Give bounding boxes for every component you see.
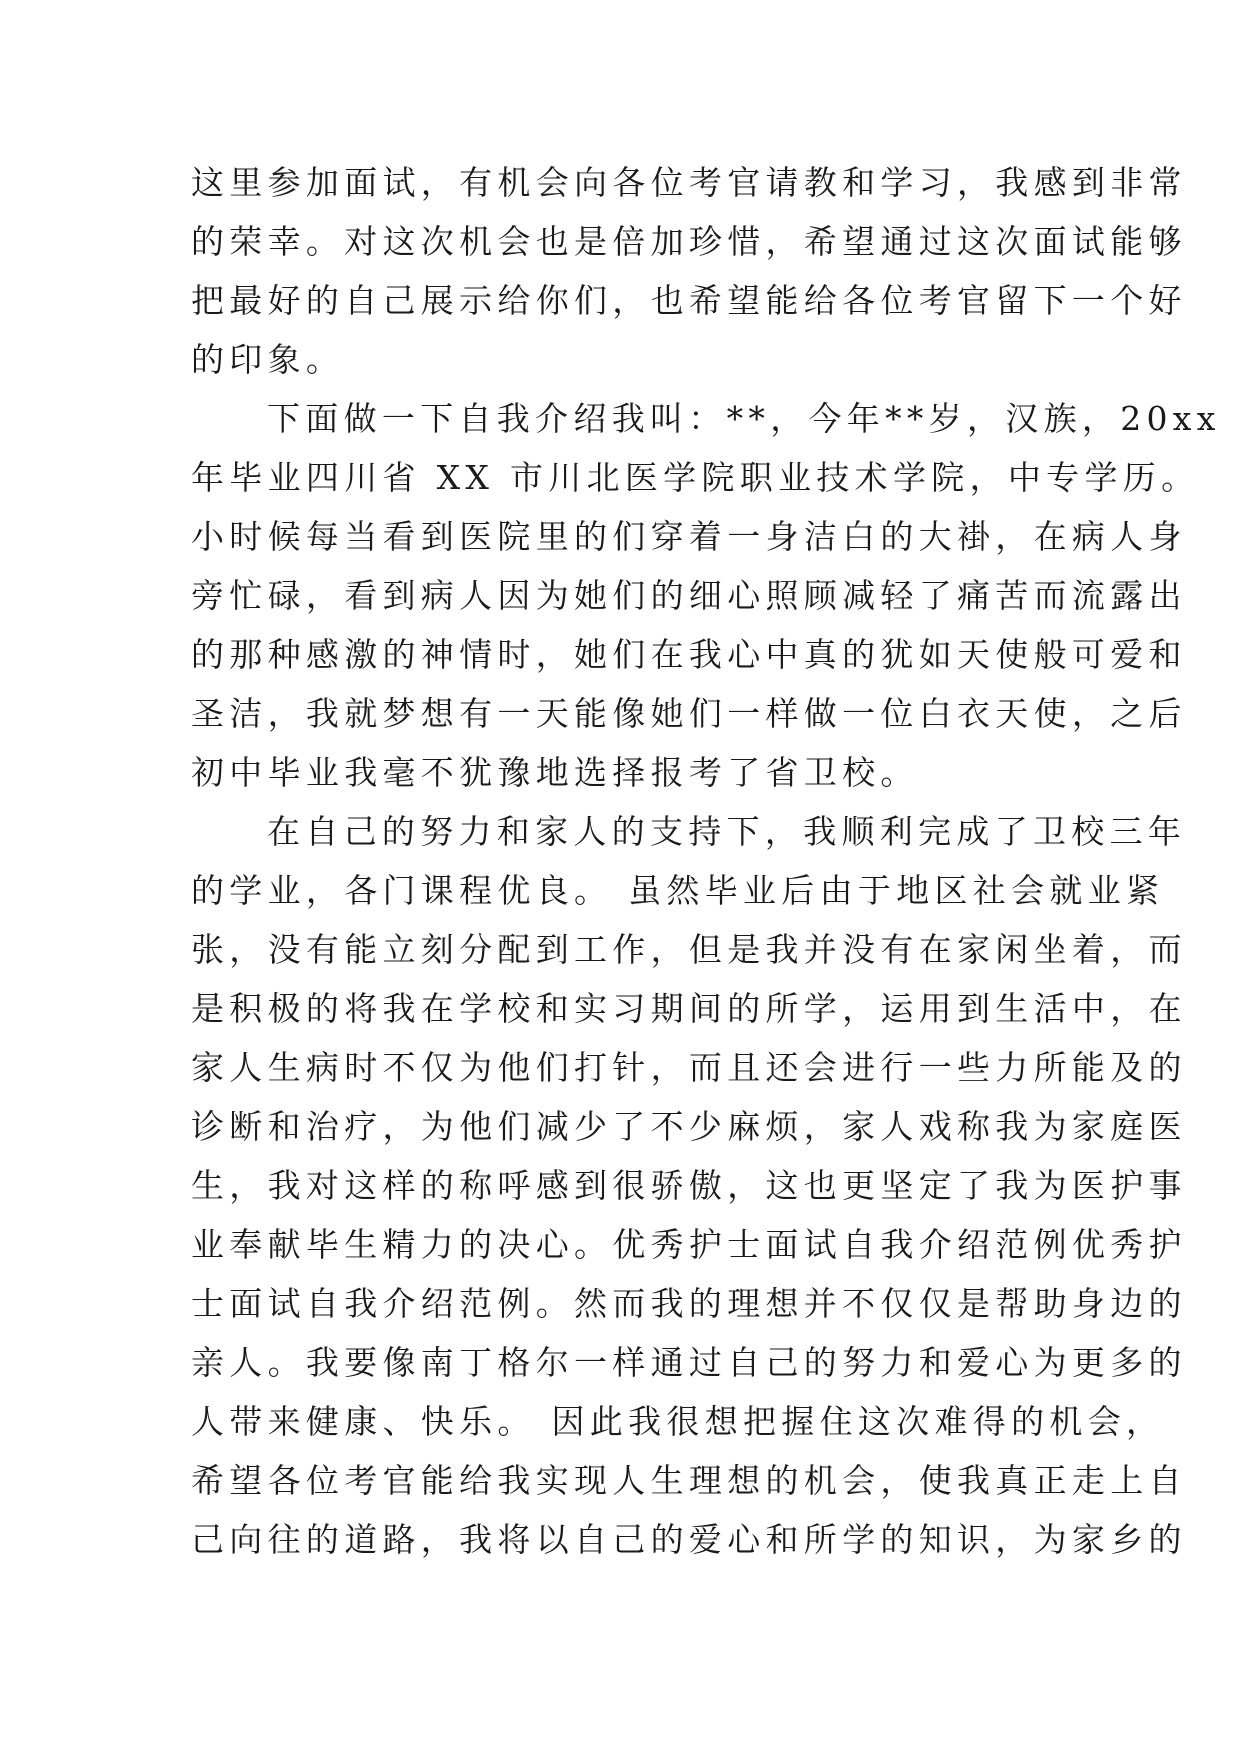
text-line: 士面试自我介绍范例。然而我的理想并不仅仅是帮助身边的 bbox=[191, 1284, 1187, 1323]
text-line: 亲人。我要像南丁格尔一样通过自己的努力和爱心为更多的 bbox=[191, 1343, 1187, 1382]
text-line: 家人生病时不仅为他们打针，而且还会进行一些力所能及的 bbox=[191, 1048, 1187, 1087]
paragraph-start-line: 下面做一下自我介绍我叫：**，今年**岁，汉族，20xx bbox=[267, 399, 1221, 438]
text-line: 的那种感激的神情时，她们在我心中真的犹如天使般可爱和 bbox=[191, 635, 1187, 674]
text-line: 小时候每当看到医院里的们穿着一身洁白的大褂，在病人身 bbox=[191, 517, 1187, 556]
text-line: 生，我对这样的称呼感到很骄傲，这也更坚定了我为医护事 bbox=[191, 1166, 1187, 1205]
text-line: 是积极的将我在学校和实习期间的所学，运用到生活中，在 bbox=[191, 989, 1187, 1028]
paragraph-start-line: 在自己的努力和家人的支持下，我顺利完成了卫校三年 bbox=[267, 812, 1187, 851]
text-line: 的学业，各门课程优良。 虽然毕业后由于地区社会就业紧 bbox=[191, 871, 1165, 910]
text-line: 年毕业四川省 XX 市川北医学院职业技术学院，中专学历。 bbox=[191, 458, 1200, 497]
text-line: 初中毕业我毫不犹豫地选择报考了省卫校。 bbox=[191, 753, 919, 792]
text-line: 的印象。 bbox=[191, 340, 345, 379]
text-line: 业奉献毕生精力的决心。优秀护士面试自我介绍范例优秀护 bbox=[191, 1225, 1187, 1264]
text-line: 诊断和治疗，为他们减少了不少麻烦，家人戏称我为家庭医 bbox=[191, 1107, 1187, 1146]
text-line: 旁忙碌，看到病人因为她们的细心照顾减轻了痛苦而流露出 bbox=[191, 576, 1187, 615]
text-line: 张，没有能立刻分配到工作，但是我并没有在家闲坐着，而 bbox=[191, 930, 1187, 969]
text-line: 把最好的自己展示给你们，也希望能给各位考官留下一个好 bbox=[191, 281, 1187, 320]
text-line: 的荣幸。对这次机会也是倍加珍惜，希望通过这次面试能够 bbox=[191, 222, 1187, 261]
text-line: 人带来健康、快乐。 因此我很想把握住这次难得的机会， bbox=[191, 1402, 1165, 1441]
text-line: 希望各位考官能给我实现人生理想的机会，使我真正走上自 bbox=[191, 1461, 1187, 1500]
text-line: 这里参加面试，有机会向各位考官请教和学习，我感到非常 bbox=[191, 163, 1187, 202]
text-line: 圣洁，我就梦想有一天能像她们一样做一位白衣天使，之后 bbox=[191, 694, 1187, 733]
text-line: 己向往的道路，我将以自己的爱心和所学的知识，为家乡的 bbox=[191, 1520, 1187, 1559]
body-text bbox=[191, 153, 1221, 1569]
